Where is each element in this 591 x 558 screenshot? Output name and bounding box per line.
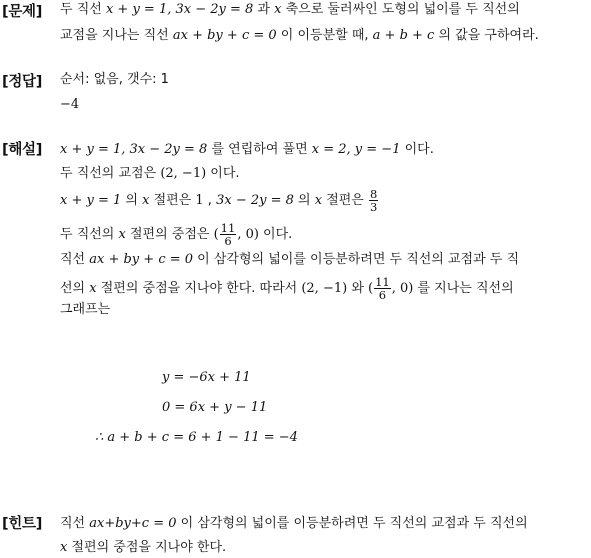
- math-variable: x: [314, 193, 323, 208]
- fraction-denominator: 6: [224, 234, 232, 248]
- math-expression: (2, −1): [160, 166, 207, 181]
- solution-text: 선의: [60, 281, 90, 296]
- solution-text: 이다.: [258, 227, 293, 242]
- solution-line-1: [60, 140, 434, 160]
- math-variable: x: [142, 193, 150, 208]
- fraction: [369, 188, 378, 213]
- hint-text: 이 삼각형의 넓이를 이등분하려면 두 직선의 교점과 두 직선의: [176, 516, 528, 531]
- solution-text: 절편은: [322, 193, 369, 208]
- solution-text: 절편의 중점은: [125, 227, 214, 242]
- math-variable: x: [89, 281, 97, 296]
- math-expression: x + y = 1, 3x − 2y = 8: [60, 142, 208, 157]
- problem-text: 두 직선: [60, 2, 106, 17]
- problem-line-1: [60, 0, 520, 20]
- solution-text: ,: [203, 193, 217, 208]
- math-variable: x: [274, 2, 282, 17]
- problem-text: 의 값을 구하여라.: [434, 28, 539, 43]
- hint-text: 절편의 중점을 지나야 한다.: [67, 540, 227, 555]
- math-expression: x = 2, y = −1: [311, 142, 401, 157]
- fraction-denominator: 6: [378, 288, 387, 302]
- solution-text: 이다.: [400, 142, 434, 157]
- problem-label: [문제]: [2, 4, 43, 20]
- fraction: [374, 276, 391, 301]
- math-expression: ax + by + c = 0: [89, 252, 194, 267]
- solution-text: 두 직선의 교점은: [60, 166, 161, 181]
- problem-text: 축으로 둘러싸인 도형의 넓이를 두 직선의: [281, 2, 520, 17]
- equation-2: 0 = 6x + y − 11: [162, 400, 268, 415]
- fraction-numerator: 8: [370, 187, 378, 201]
- equation-result: ∴ a + b + c = 6 + 1 − 11 = −4: [95, 430, 298, 445]
- solution-text: 절편의 중점을 지나야 한다. 따라서: [96, 281, 302, 296]
- solution-text: 의: [293, 193, 315, 208]
- fraction: [220, 222, 237, 247]
- answer-value: −4: [60, 97, 80, 112]
- math-variable: x: [60, 540, 68, 555]
- problem-text: 교점을 지나는 직선: [60, 28, 173, 43]
- solution-line-4: [60, 222, 292, 247]
- solution-line-5: [60, 250, 519, 270]
- solution-label: [해설]: [2, 142, 43, 158]
- fraction-denominator: 3: [370, 200, 378, 214]
- hint-text: 직선: [60, 516, 90, 531]
- math-variable: x: [118, 227, 126, 242]
- answer-label: [정답]: [2, 74, 43, 90]
- solution-text: 직선: [60, 252, 90, 267]
- math-expression: (2, −1): [301, 281, 348, 296]
- math-paren-open: (: [213, 227, 219, 242]
- solution-line-7: 그래프는: [60, 302, 111, 317]
- math-paren-close: , 0): [391, 281, 414, 296]
- hint-label: [힌트]: [2, 516, 43, 532]
- answer-meta: 순서: 없음, 갯수: 1: [60, 72, 169, 87]
- solution-text: 를 지나는 직선의: [413, 281, 514, 296]
- solution-text: 절편은: [149, 193, 196, 208]
- solution-text: 와: [347, 281, 369, 296]
- fraction-numerator: 11: [220, 221, 236, 235]
- solution-text: 이다.: [206, 166, 240, 181]
- fraction-numerator: 11: [375, 275, 390, 289]
- solution-line-6: [60, 276, 514, 301]
- math-expression: ax + by + c = 0: [172, 28, 277, 43]
- solution-line-2: [60, 164, 240, 184]
- problem-text: 이 이등분할 때,: [276, 28, 373, 43]
- math-expression: 3x − 2y = 8: [216, 193, 294, 208]
- equation-1: y = −6x + 11: [162, 370, 251, 385]
- problem-text: 과: [253, 2, 275, 17]
- solution-text: 이 삼각형의 넓이를 이등분하려면 두 직선의 교점과 두 직: [193, 252, 520, 267]
- math-expression: x + y = 1: [60, 193, 122, 208]
- solution-text: 두 직선의: [60, 227, 119, 242]
- solution-line-3: [60, 188, 379, 213]
- math-number: 1: [195, 193, 204, 208]
- math-expression: x + y = 1, 3x − 2y = 8: [105, 2, 254, 17]
- math-paren-open: (: [368, 281, 374, 296]
- problem-line-2: [60, 26, 539, 46]
- hint-line-2: [60, 538, 226, 558]
- math-expression: ax+by+c = 0: [89, 516, 177, 531]
- math-expression: a + b + c: [372, 28, 435, 43]
- hint-line-1: [60, 514, 528, 534]
- solution-text: 를 연립하여 풀면: [207, 142, 312, 157]
- solution-text: 의: [121, 193, 143, 208]
- math-paren-close: , 0): [237, 227, 259, 242]
